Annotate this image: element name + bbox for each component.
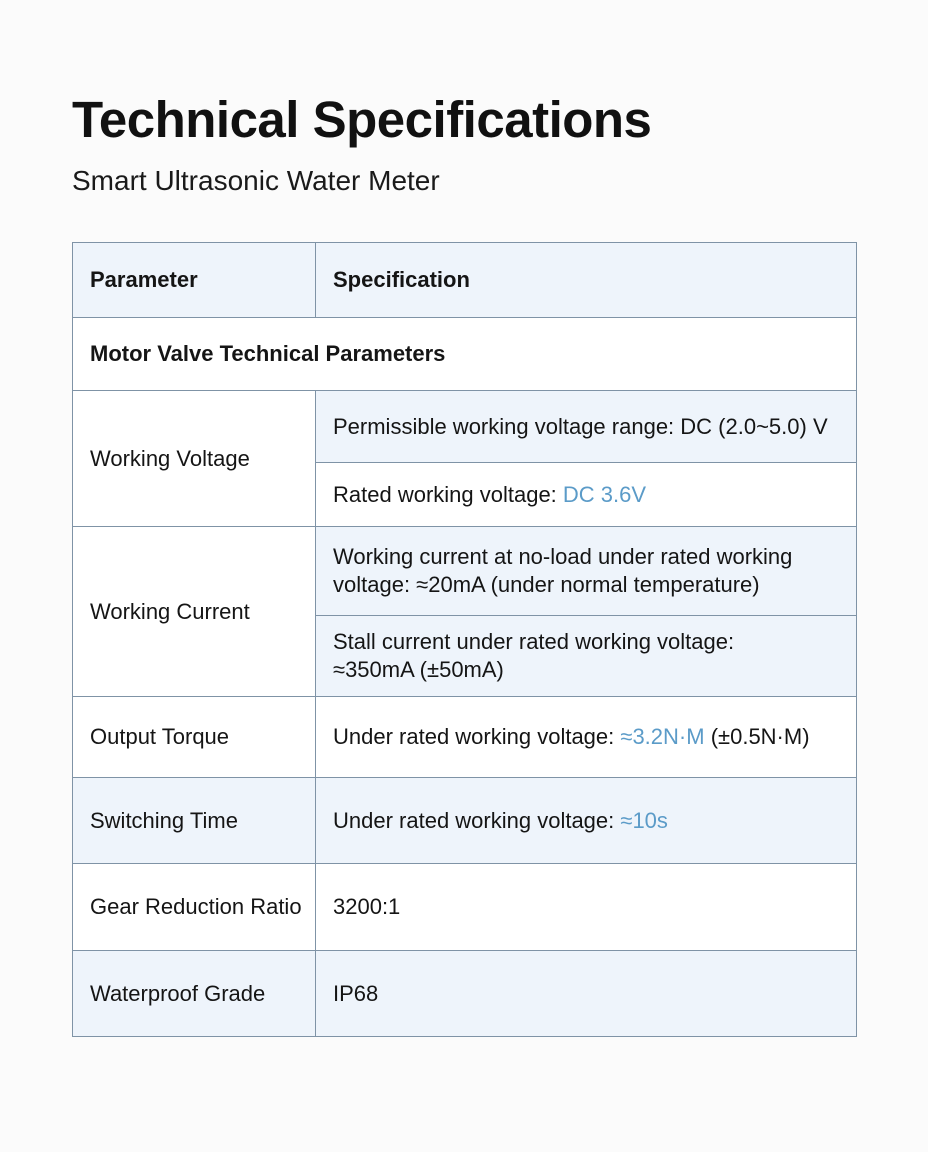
spec-waterproof-grade: IP68	[316, 951, 857, 1037]
spec-switching-text: Under rated working voltage:	[333, 807, 621, 833]
spec-torque-tolerance: (±0.5N·M)	[704, 724, 810, 749]
spec-torque-text: Under rated working voltage:	[333, 724, 621, 749]
spec-stall-current-line1: Stall current under rated working voltage:	[333, 629, 735, 654]
switching-time-value: ≈10s	[620, 807, 668, 833]
page-subtitle: Smart Ultrasonic Water Meter	[72, 165, 440, 196]
spec-gear-ratio: 3200:1	[316, 864, 857, 951]
param-gear-reduction-ratio: Gear Reduction Ratio	[73, 864, 316, 951]
table-row-gear-ratio	[73, 864, 857, 951]
header-specification: Specification	[316, 243, 857, 318]
param-waterproof-grade: Waterproof Grade	[73, 951, 316, 1037]
table-header-row	[73, 243, 857, 318]
spec-noload-current-line1: Working current at no-load under rated working	[333, 544, 793, 569]
section-row	[73, 318, 857, 391]
spec-stall-current-line2: ≈350mA (±50mA)	[333, 657, 504, 682]
spec-table	[72, 242, 857, 1037]
table-row-waterproof-grade	[73, 951, 857, 1037]
section-title: Motor Valve Technical Parameters	[73, 318, 857, 391]
spec-rated-voltage	[316, 463, 857, 527]
spec-output-torque	[316, 697, 857, 778]
spec-voltage-range: Permissible working voltage range: DC (2.0~5.0) V	[316, 391, 857, 463]
header-parameter: Parameter	[73, 243, 316, 318]
spec-noload-current-line2: voltage: ≈20mA (under normal temperature)	[333, 572, 760, 597]
param-switching-time: Switching Time	[73, 778, 316, 864]
table-row-output-torque	[73, 697, 857, 778]
torque-value: ≈3.2N·M	[620, 724, 705, 749]
table-row-working-current	[73, 527, 857, 616]
table-row-switching-time	[73, 778, 857, 864]
page-title: Technical Specifications	[72, 91, 652, 148]
param-working-voltage: Working Voltage	[73, 391, 316, 527]
spec-switching-time	[316, 778, 857, 864]
spec-rated-voltage-text: Rated working voltage:	[333, 481, 563, 507]
spec-noload-current	[316, 527, 857, 616]
spec-stall-current	[316, 616, 857, 697]
table-row-working-voltage	[73, 391, 857, 463]
param-working-current: Working Current	[73, 527, 316, 697]
rated-voltage-value: DC 3.6V	[562, 481, 647, 507]
param-output-torque: Output Torque	[73, 697, 316, 778]
